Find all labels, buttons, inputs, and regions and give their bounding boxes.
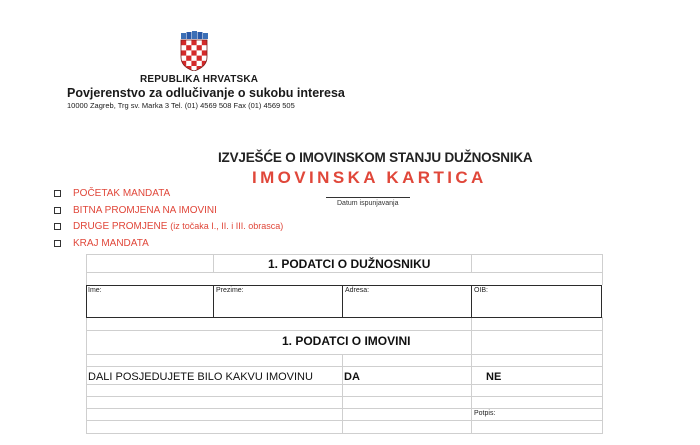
field-label-ime: Ime:: [88, 287, 102, 294]
checkbox[interactable]: [54, 223, 61, 230]
assets-question: DALI POSJEDUJETE BILO KAKVU IMOVINU: [88, 371, 313, 383]
field-label-prezime: Prezime:: [216, 287, 244, 294]
document-subtitle: IMOVINSKA KARTICA: [252, 168, 487, 187]
option-label: BITNA PROMJENA NA IMOVINI: [73, 204, 217, 216]
checkbox[interactable]: [54, 207, 61, 214]
date-label: Datum ispunjavanja: [337, 200, 399, 207]
form-table: [86, 254, 603, 434]
option-druge-promjene[interactable]: [54, 219, 283, 233]
answer-yes[interactable]: DA: [344, 371, 360, 383]
answer-no[interactable]: NE: [486, 371, 502, 383]
section-title-official-data: 1. PODATCI O DUŽNOSNIKU: [268, 257, 431, 271]
signature-label: Potpis:: [474, 410, 496, 417]
option-pocetak-mandata[interactable]: [54, 186, 170, 200]
organization-name: Povjerenstvo za odlučivanje o sukobu interesa: [67, 86, 345, 100]
document-title: IZVJEŠĆE O IMOVINSKOM STANJU DUŽNOSNIKA: [218, 150, 533, 165]
option-note: (iz točaka I., II. i III. obrasca): [170, 220, 284, 231]
checkbox[interactable]: [54, 190, 61, 197]
checkbox[interactable]: [54, 240, 61, 247]
date-signature-line: [326, 197, 410, 198]
option-label: POČETAK MANDATA: [73, 187, 171, 199]
organization-address: 10000 Zagreb, Trg sv. Marka 3 Tel. (01) 4569 508 Fax (01) 4569 505: [67, 101, 295, 110]
field-label-oib: OIB:: [474, 287, 489, 294]
option-label: KRAJ MANDATA: [73, 237, 149, 249]
option-bitna-promjena[interactable]: [54, 203, 217, 217]
field-label-adresa: Adresa:: [345, 287, 370, 294]
republic-name: REPUBLIKA HRVATSKA: [140, 74, 259, 85]
croatia-coat-of-arms-icon: [178, 31, 210, 71]
option-label: DRUGE PROMJENE (iz točaka I., II. i III. obrasca): [73, 220, 284, 232]
section-title-assets: 1. PODATCI O IMOVINI: [282, 334, 411, 348]
option-kraj-mandata[interactable]: [54, 236, 149, 250]
